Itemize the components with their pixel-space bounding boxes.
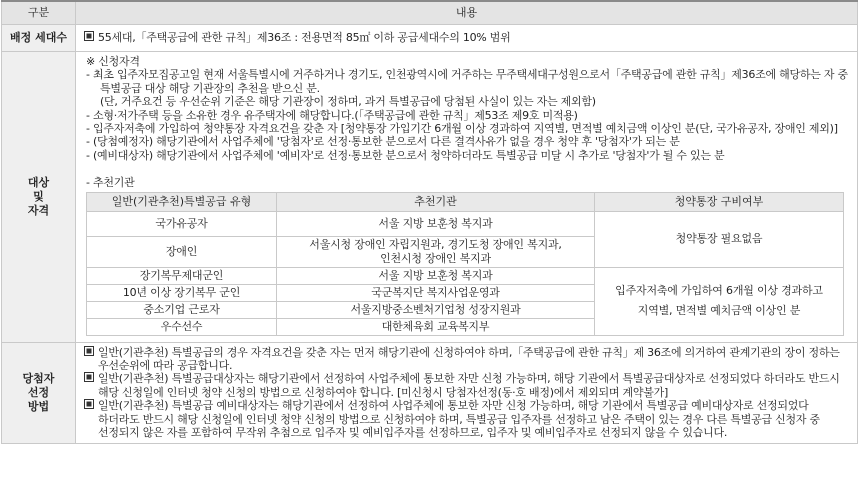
table-header-row <box>2 1 858 25</box>
row-label-selection: 당첨자 선정 방법 <box>2 342 76 443</box>
checkbox-bullet-icon <box>84 372 94 382</box>
header-content: 내용 <box>76 1 858 25</box>
eligibility-line: - 소형·저가주택 등을 소유한 경우 유주택자에 해당합니다.(「주택공급에 관한 규칙」제53조 제9호 미적용) <box>86 108 578 122</box>
eligibility-line: - (당첨예정자) 해당기관에서 사업주체에 '당첨자'로 선정·통보한 분으로서 다른 결격사유가 없을 경우 청약 후 '당첨자'가 되는 분 <box>86 135 680 149</box>
list-item: 일반(기관추천) 특별공급대상자는 해당기관에서 선정하여 사업주체에 통보한 자만 신청 가능하며, 해당 기관에서 특별공급대상자로 선정되었다 하더라도 반드시 해당 신청일에 인터넷 청약 신청의 방법으로 신청하여야 합니다. [미신청시 당첨자선정(동·호 배정)에서 제외되며 계약불가] <box>84 372 849 399</box>
eligibility-line: - 최초 입주자모집공고일 현재 서울특별시에 거주하거나 경기도, 인천광역시에 거주하는 무주택세대구성원으로서「주택공급에 관한 규칙」제36조에 해당하는 자 중 <box>86 68 848 82</box>
checkbox-bullet-icon <box>84 399 94 409</box>
row-eligibility <box>2 52 858 343</box>
table-row: 중소기업 근로자 서울지방중소벤처기업청 성장지원과 <box>87 301 844 318</box>
table-row: 국가유공자 서울 지방 보훈청 복지과 청약통장 필요없음 <box>87 211 844 236</box>
eligibility-content <box>76 52 858 343</box>
eligibility-line: (단, 거주요건 등 우선순위 기준은 해당 기관장이 정하며, 과거 특별공급에 당첨된 사실이 있는 자는 제외함) <box>100 95 596 109</box>
list-item: 일반(기관추천) 특별공급의 경우 자격요건을 갖춘 자는 먼저 해당기관에 신청하여야 하며,「주택공급에 관한 규칙」제 36조에 의거하여 관계기관의 장이 정하는 우선순위에 따라 공급합니다. <box>84 346 849 373</box>
eligibility-line: - (예비대상자) 해당기관에서 사업주체에 '예비자'로 선정·통보한 분으로서 청약하더라도 특별공급 미달 시 추가로 '당첨자'가 될 수 있는 분 <box>86 148 725 162</box>
agency-title: - 추천기관 <box>86 176 135 190</box>
agency-header-row <box>87 192 844 211</box>
table-row: 우수선수 대한체육회 교육복지부 <box>87 318 844 335</box>
table-row: 10년 이상 장기복무 군인 국군복지단 복지사업운영과 <box>87 284 844 301</box>
header-category: 구분 <box>2 1 76 25</box>
row-label-eligibility: 대상 및 자격 <box>2 52 76 343</box>
agency-header-agency: 추천기관 <box>277 192 595 211</box>
selection-content <box>76 342 858 443</box>
agency-table <box>86 192 844 336</box>
agency-header-account: 청약통장 구비여부 <box>595 192 844 211</box>
eligibility-line: - 입주자저축에 가입하여 청약통장 자격요건을 갖춘 자 [청약통장 가입기간 6개월 이상 경과하여 지역별, 면적별 예치금액 이상인 분(단, 국가유공자, 장애인 제외)] <box>86 122 838 136</box>
account-required: 입주자저축에 가입하여 6개월 이상 경과하고 지역별, 면적별 예치금액 이상인 분 <box>595 267 844 335</box>
info-table <box>1 0 858 444</box>
table-row: 장기복무제대군인 서울 지방 보훈청 복지과 입주자저축에 가입하여 6개월 이상 경과하고 지역별, 면적별 예치금액 이상인 분 <box>87 267 844 284</box>
allocation-text: 55세대,「주택공급에 관한 규칙」제36조 : 전용면적 85㎡ 이하 공급세대수의 10% 범위 <box>98 31 511 44</box>
eligibility-title: ※ 신청자격 <box>86 55 140 68</box>
row-allocation <box>2 25 858 52</box>
eligibility-line: 특별공급 대상 해당 기관장의 추천을 받으신 분. <box>100 81 320 95</box>
row-label-allocation: 배정 세대수 <box>2 25 76 52</box>
account-not-required: 청약통장 필요없음 <box>595 211 844 267</box>
agency-header-type: 일반(기관추천)특별공급 유형 <box>87 192 277 211</box>
table-row: 장애인 서울시청 장애인 자립지원과, 경기도청 장애인 복지과, 인천시청 장애인 복지과 <box>87 236 844 267</box>
checkbox-bullet-icon <box>84 346 94 356</box>
checkbox-bullet-icon <box>84 31 94 41</box>
row-selection <box>2 342 858 443</box>
list-item: 일반(기관추천) 특별공급 예비대상자는 해당기관에서 선정하여 사업주체에 통보한 자만 신청 가능하며, 해당 기관에서 특별공급 예비대상자로 선정되었다 하더라도 반드시 해당 신청일에 인터넷 청약 신청의 방법으로 신청하여야 하며, 특별공급 입주자를 선정하고 남은 주택이 있는 경우 다른 특별공급 신청자 중 선정되지 않은 자를 포함하여 무작위 추첨으로 입주자 및 예비입주자를 선정하므로, 입주자 및 예비입주자로 선정되지 않을 수 있습니다. <box>84 399 849 439</box>
